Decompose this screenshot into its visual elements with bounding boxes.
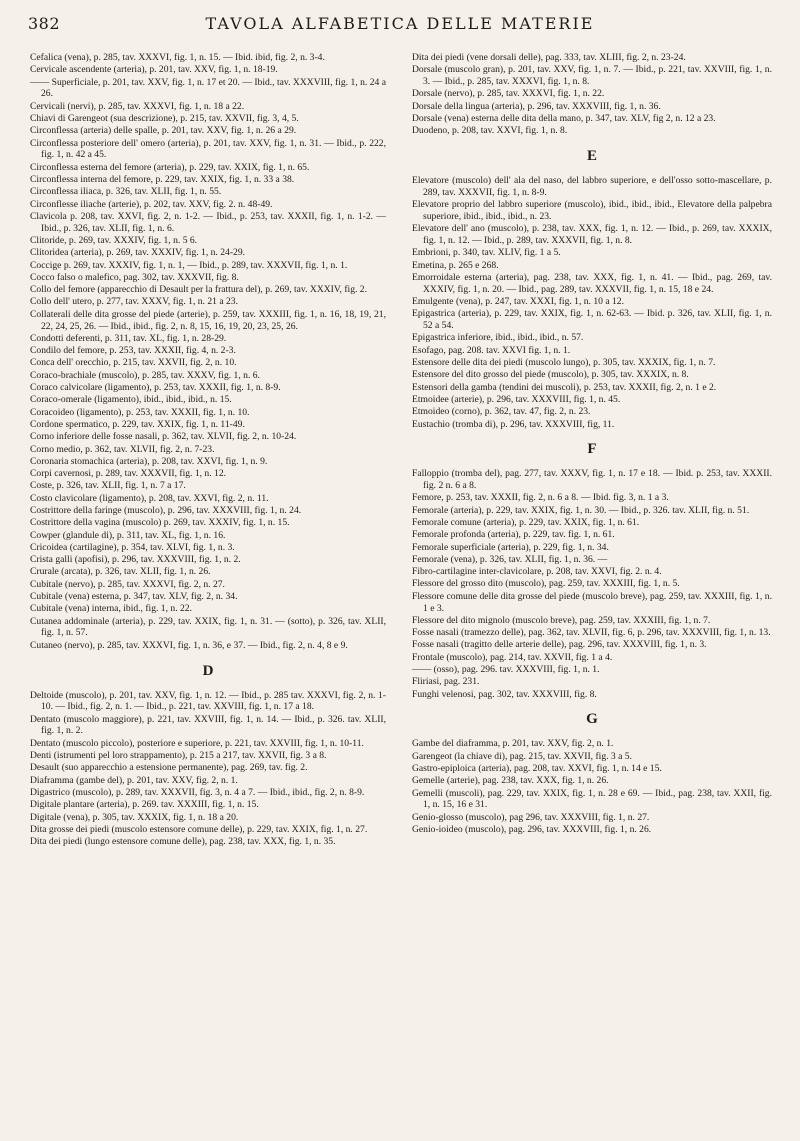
index-entry: Collaterali delle dita grosse del piede (arterie), p. 259, tav. XXXIII, fig. 1, n. 16, 18, 19, 21, 22, 24, 25, 26. — Ibid., ibid., fig. 2, n. 8, 15, 16, 19, 20, 23, 25, 26.	[30, 308, 386, 332]
index-entry: Femorale profonda (arteria), p. 229, tav. fig. 1, n. 61.	[412, 529, 615, 541]
index-entry: Costrittore della faringe (muscolo), p. 296, tav. XXXVIII, fig. 1, n. 24.	[30, 504, 302, 516]
index-entry: Digitale plantare (arteria), p. 269. tav. XXXIII, fig. 1, n. 15.	[30, 799, 259, 811]
index-entry: Diaframma (gambe del), p. 201, tav. XXV, fig. 2, n. 1.	[30, 774, 238, 786]
index-entry: Cervicali (nervi), p. 285, tav. XXXVI, fig. 1, n. 18 a 22.	[30, 100, 245, 112]
index-entry: Emorroidale esterna (arteria), pag. 238, tav. XXX, fig. 1, n. 41. — Ibid., pag. 269, tav. XXXIV, fig. 1, n. 20. — Ibid., pag. 289, tav. XXXVII, fig. 1, n. 15, 18 e 24.	[412, 271, 772, 295]
index-column-left	[30, 52, 386, 848]
index-entry: Flessore del grosso dito (muscolo), pag. 259, tav. XXXIII, fig. 1, n. 5.	[412, 578, 680, 590]
index-entry: Fliriasi, pag. 231.	[412, 676, 480, 688]
index-entry: Embrioni, p. 340, tav. XLIV, fig. 1 a 5.	[412, 247, 561, 259]
index-entry: Gambe del diaframma, p. 201, tav. XXV, fig. 2, n. 1.	[412, 738, 614, 750]
index-entry: Deltoide (muscolo), p. 201, tav. XXV, fig. 1, n. 12. — Ibid., p. 285 tav. XXXVI, fig. 2, n. 1-10. — Ibid., fig. 2, n. 1. — Ibid., p. 221, tav. XXVIII, fig. 1, n. 17 a 18.	[30, 689, 386, 713]
index-entry: Cutaneo (nervo), p. 285, tav. XXXVI, fig. 1, n. 36, e 37. — Ibid., fig. 2, n. 4, 8 e 9.	[30, 639, 348, 651]
index-entry: Condotti deferenti, p. 311, tav. XL, fig. 1, n. 28-29.	[30, 332, 227, 344]
index-entry: Coracoideo (ligamento), p. 253, tav. XXXII, fig. 1, n. 10.	[30, 406, 250, 418]
index-entry: Estensore del dito grosso del piede (muscolo), p. 305, tav. XXXIX, n. 8.	[412, 369, 689, 381]
index-entry: Coraco-omerale (ligamento), ibid., ibid., ibid., n. 15.	[30, 394, 232, 406]
index-entry: Conca dell' orecchio, p. 215, tav. XXVII, fig. 2, n. 10.	[30, 357, 237, 369]
index-entry: Falloppio (tromba del), pag. 277, tav. XXXV, fig. 1, n. 17 e 18. — Ibid. p. 253, tav. XXXII. fig. 2 n. 6 a 8.	[412, 468, 772, 492]
index-entry: Fibro-cartilagine inter-clavicolare, p. 208, tav. XXVI, fig. 2. n. 4.	[412, 566, 662, 578]
index-entry: Dita grosse dei piedi (muscolo estensore comune delle), p. 229, tav. XXIX, fig. 1, n. 27.	[30, 823, 368, 835]
index-entry: Femorale (arteria), p. 229, tav. XXIX, fig. 1, n. 30. — Ibid., p. 326. tav. XLII, fig. n. 51.	[412, 504, 750, 516]
index-entry: Circonflessa interna del femore, p. 229, tav. XXIX, fig. 1, n. 33 a 38.	[30, 173, 295, 185]
index-entry: Circonflessa esterna del femore (arteria), p. 229, tav. XXIX, fig. 1, n. 65.	[30, 161, 310, 173]
index-entry: Costrittore della vagina (muscolo) p. 269, tav. XXXIV, fig. 1, n. 15.	[30, 517, 290, 529]
section-letter: E	[586, 148, 597, 165]
index-entry: Estensori della gamba (tendini dei muscoli), p. 253, tav. XXXII, fig. 2, n. 1 e 2.	[412, 381, 717, 393]
index-entry: Esofago, pag. 208. tav. XXVI fig. 1, n. 1.	[412, 344, 571, 356]
index-column-right	[412, 52, 772, 836]
index-entry: Cubitale (vena) esterna, p. 347, tav. XLV, fig. 2, n. 34.	[30, 591, 238, 603]
index-entry: Frontale (muscolo), pag. 214, tav. XXVII, fig. 1 a 4.	[412, 651, 613, 663]
index-entry: Coronaria stomachica (arteria), p. 208, tav. XXVI, fig. 1, n. 9.	[30, 455, 268, 467]
index-entry: Circonflessa posteriore dell' omero (arteria), p. 201, tav. XXV, fig. 1, n. 31. — Ibid., p. 222, fig. 1, n. 42 a 45.	[30, 137, 386, 161]
index-entry: Collo del femore (apparecchio di Desault per la frattura del), p. 269, tav. XXXIV, fig. 2.	[30, 284, 368, 296]
index-entry: Fosse nasali (tramezzo delle), pag. 362, tav. XLVII, fig. 6, p. 296, tav. XXXVIII, fig. 1, n. 13.	[412, 627, 771, 639]
index-entry: Cutanea addominale (arteria), p. 229, tav. XXIX, fig. 1, n. 31. — (sotto), p. 326, tav. XLII, fig. 1, n. 57.	[30, 615, 386, 639]
index-entry: Dorsale (nervo), p. 285, tav. XXXVI, fig. 1, n. 22.	[412, 88, 605, 100]
index-entry: Femorale (vena), p. 326, tav. XLII, fig. 1, n. 36. —	[412, 553, 608, 565]
index-entry: Coraco calvicolare (ligamento), p. 253, tav. XXXII, fig. 1, n. 8-9.	[30, 382, 281, 394]
index-entry: Collo dell' utero, p. 277, tav. XXXV, fig. 1, n. 21 a 23.	[30, 296, 238, 308]
index-entry: Coccige p. 269, tav. XXXIV, fig. 1, n. 1, — Ibid., p. 289, tav. XXXVII, fig. 1, n. 1.	[30, 259, 348, 271]
index-entry: Clitoride, p. 269, tav. XXXIV, fig. 1, n. 5 6.	[30, 234, 198, 246]
index-entry: Emetina, p. 265 e 268.	[412, 259, 499, 271]
index-entry: Condilo del femore, p. 253, tav. XXXII, fig. 4, n. 2-3.	[30, 345, 236, 357]
index-entry: Epigastrica inferiore, ibid., ibid., ibid., n. 57.	[412, 332, 584, 344]
index-entry: Fosse nasali (tragitto delle arterie delle), pag. 296, tav. XXXVIII, fig. 1, n. 3.	[412, 639, 707, 651]
index-entry: Desault (suo apparecchio a estensione permanente), pag. 269, tav. fig. 2.	[30, 762, 308, 774]
index-entry: Genio-ioideo (muscolo), pag. 296, tav. XXXVIII, fig. 1, n. 26.	[412, 824, 652, 836]
index-entry: Digitale (vena), p. 305, tav. XXXIX, fig. 1, n. 18 a 20.	[30, 811, 239, 823]
index-entry: Eustachio (tromba di), p. 296, tav. XXXVIII, fig, 11.	[412, 418, 615, 430]
index-entry: Femorale comune (arteria), p. 229, tav. XXIX, fig. 1, n. 61.	[412, 517, 640, 528]
index-entry: Duodeno, p. 208, tav. XXVI, fig. 1, n. 8.	[412, 125, 568, 137]
index-entry: Cubitale (vena) interna, ibid., fig. 1, n. 22.	[30, 603, 192, 615]
index-entry: Circonflessa iliaca, p. 326, tav. XLII, fig. 1, n. 55.	[30, 186, 222, 198]
index-entry: Cocco falso o malefico, pag. 302, tav. XXXVII, fig. 8.	[30, 271, 239, 283]
index-entry: Genio-glosso (muscolo), pag 296, tav. XXXVIII, fig. 1, n. 27.	[412, 811, 650, 823]
index-entry: Emulgente (vena), p. 247, tav. XXXI, fig. 1, n. 10 a 12.	[412, 296, 624, 308]
index-entry: Garengeot (la chiave di), pag. 215, tav. XXVII, fig. 3 a 5.	[412, 750, 632, 762]
index-entry: Corno medio, p. 362, tav. XLVII, fig. 2, n. 7-23.	[30, 443, 215, 455]
index-entry: Dorsale (muscolo gran), p. 201, tav. XXV, fig. 1, n. 7. — Ibid., p. 221, tav. XXVIII, fig. 1, n. 3. — Ibid., p. 285, tav. XXXVI, fig. 1, n. 8.	[412, 64, 772, 88]
index-entry: Costo clavicolare (ligamento), p. 208, tav. XXVI, fig. 2, n. 11.	[30, 492, 269, 504]
index-entry: Crista galli (apofisi), p. 296, tav. XXXVIII, fig. 1, n. 2.	[30, 554, 241, 566]
index-entry: Gemelle (arterie), pag. 238, tav. XXX, fig. 1, n. 26.	[412, 775, 609, 787]
index-entry: Clitoridea (arteria), p. 269, tav. XXXIV, fig. 1, n. 24-29.	[30, 247, 246, 259]
index-entry: Denti (istrumenti pel loro strappamento), p. 215 a 217, tav. XXVII, fig. 3 a 8.	[30, 750, 327, 762]
index-entry: Chiavi di Garengeot (sua descrizione), p. 215, tav. XXVII, fig. 3, 4, 5.	[30, 112, 299, 124]
index-entry: Circonflessa (arteria) delle spalle, p. 201, tav. XXV, fig. 1, n. 26 a 29.	[30, 125, 297, 137]
index-entry: Elevatore (muscolo) dell' ala del naso, del labbro superiore, e dell'osso sotto-mascellare, p. 289, tav. XXXVII, fig. 1, n. 8-9.	[412, 175, 772, 198]
index-entry: Coraco-brachiale (muscolo), p. 285, tav. XXXV, fig. 1, n. 6.	[30, 369, 260, 381]
index-entry: Cubitale (nervo), p. 285, tav. XXXVI, fig. 2, n. 27.	[30, 578, 225, 590]
index-entry: —— (osso), pag. 296. tav. XXXVIII, fig. 1, n. 1.	[412, 664, 600, 676]
index-entry: Dorsale della lingua (arteria), p. 296, tav. XXXVIII, fig. 1, n. 36.	[412, 100, 661, 112]
index-entry: Digastrico (muscolo), p. 289, tav. XXXVII, fig. 3, n. 4 a 7. — Ibid., ibid., fig. 2, n. 8-9.	[30, 786, 365, 798]
section-letter: F	[587, 441, 597, 458]
running-title: TAVOLA ALFABETICA DELLE MATERIE	[205, 14, 595, 33]
index-entry: Flessore del dito mignolo (muscolo breve), pag. 259, tav. XXXIII, fig. 1, n. 7.	[412, 614, 711, 626]
index-entry: Etmoideo (corno), p. 362, tav. 47, fig. 2, n. 23.	[412, 406, 591, 418]
index-entry: Gemelli (muscoli), pag. 229, tav. XXIX, fig. 1, n. 28 e 69. — Ibid., pag. 238, tav. XXII, fig. 1, n. 15, 16 e 31.	[412, 787, 772, 811]
section-letter: G	[586, 711, 598, 728]
page-header	[28, 14, 772, 36]
index-entry: Dorsale (vena) esterna delle dita della mano, p. 347, tav. XLV, fig 2, n. 12 a 23.	[412, 112, 716, 124]
index-entry: Coste, p. 326, tav. XLII, fig. 1, n. 7 a 17.	[30, 480, 186, 492]
index-entry: Cordone spermatico, p. 229, tav. XXIX, fig. 1, n. 11-49.	[30, 418, 245, 430]
index-entry: Etmoidee (arterie), p. 296, tav. XXXVIII, fig. 1, n. 45.	[412, 393, 621, 405]
section-letter: D	[202, 662, 214, 679]
index-entry: Crurale (arcata), p. 326, tav. XLII, fig. 1, n. 26.	[30, 566, 211, 578]
index-entry: Elevatore proprio del labbro superiore (muscolo), ibid., ibid., ibid., Elevatore della palpebra superiore, ibid., ibid., ibid., n. 23.	[412, 199, 772, 222]
index-entry: Dita dei piedi (lungo estensore comune delle), pag. 238, tav. XXX, fig. 1, n. 35.	[30, 836, 336, 848]
index-entry: Gastro-epiploica (arteria), pag. 208, tav. XXVI, fig. 1, n. 14 e 15.	[412, 763, 662, 775]
index-entry: Cervicale ascendente (arteria), p. 201, tav. XXV, fig. 1, n. 18-19.	[30, 64, 278, 76]
index-entry: Corno inferiore delle fosse nasali, p. 362, tav. XLVII, fig. 2, n. 10-24.	[30, 431, 297, 443]
index-entry: Estensore delle dita dei piedi (muscolo lungo), p. 305, tav. XXXIX, fig. 1, n. 7.	[412, 357, 716, 369]
index-entry: —— Superficiale, p. 201, tav. XXV, fig. 1, n. 17 et 20. — Ibid., tav. XXXVIII, fig. 1, n. 24 a 26.	[30, 76, 386, 100]
index-entry: Femore, p. 253, tav. XXXII, fig. 2, n. 6 a 8. — Ibid. fig. 3, n. 1 a 3.	[412, 492, 669, 504]
index-entry: Circonflesse iliache (arterie), p. 202, tav. XXV, fig. 2. n. 48-49.	[30, 198, 273, 210]
index-entry: Dentato (muscolo piccolo), posteriore e superiore, p. 221, tav. XXVIII, fig. 1, n. 10-11.	[30, 737, 364, 749]
index-entry: Femorale superficiale (arteria), p. 229, fig. 1, n. 34.	[412, 541, 609, 553]
index-entry: Dentato (muscolo maggiore), p. 221, tav. XXVIII, fig. 1, n. 14. — Ibid., p. 326. tav. XLII, fig. 1, n. 2.	[30, 713, 386, 737]
index-entry: Cowper (glandule di), p. 311, tav. XL, fig. 1, n. 16.	[30, 529, 226, 541]
index-entry: Elevatore dell' ano (muscolo), p. 238, tav. XXX, fig. 1, n. 12. — Ibid., p. 269, tav. XXXIX, fig. 1, n. 12. — Ibid., p. 289, tav. XXXVII, fig. 1, n. 8.	[412, 223, 772, 247]
index-entry: Corpi cavernosi, p. 289, tav. XXXVII, fig. 1, n. 12.	[30, 468, 227, 480]
index-entry: Flessore comune delle dita grosse del piede (muscolo breve), pag. 259, tav. XXXIII, fig. 1, n. 1 e 3.	[412, 590, 772, 614]
index-entry: Dita dei piedi (vene dorsali delle), pag. 333, tav. XLIII, fig. 2, n. 23-24.	[412, 52, 686, 63]
index-entry: Cefalica (vena), p. 285, tav. XXXVI, fig. 1, n. 15. — Ibid. ibid, fig. 2, n. 3-4.	[30, 52, 325, 63]
index-entry: Clavicola p. 208, tav. XXVI, fig. 2, n. 1-2. — Ibid., p. 253, tav. XXXII, fig. 1, n. 1-2. — Ibid., p. 326, tav. XLII, fig. 1, n. 6.	[30, 210, 386, 234]
index-entry: Cricoidea (cartilagine), p. 354, tav. XLVI, fig. 1, n. 3.	[30, 541, 235, 553]
page-number: 382	[28, 14, 61, 33]
index-entry: Funghi velenosi, pag. 302, tav. XXXVIII, fig. 8.	[412, 688, 597, 700]
index-entry: Epigastrica (arteria), p. 229, tav. XXIX, fig. 1, n. 62-63. — Ibid. p. 326, tav. XLII, fig. 1, n. 52 a 54.	[412, 308, 772, 332]
